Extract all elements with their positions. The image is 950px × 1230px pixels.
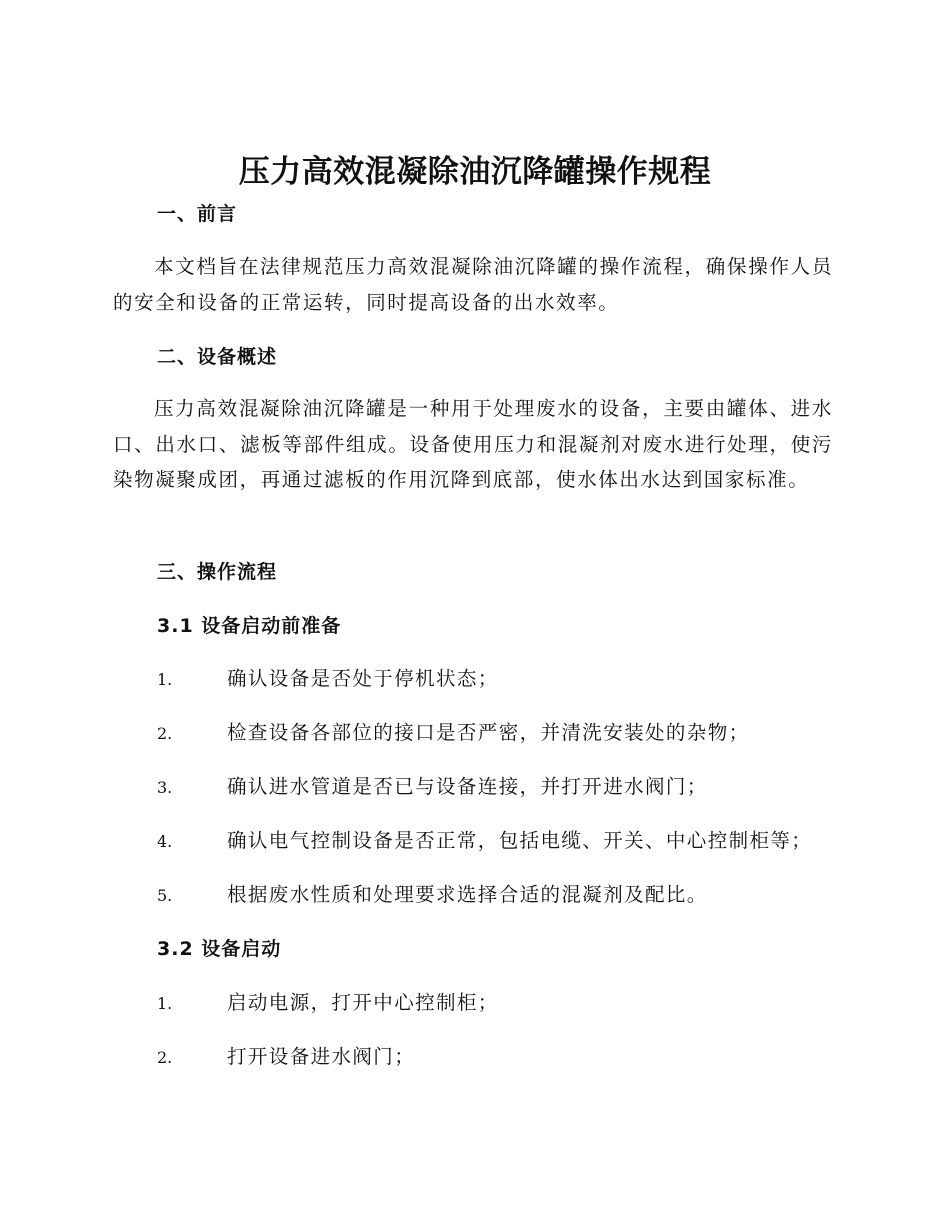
- section-heading-intro: 一、前言: [157, 203, 238, 225]
- list-item-number: 2.: [157, 724, 173, 743]
- list-item-number: 2.: [157, 1048, 173, 1067]
- list-item-number: 4.: [157, 832, 173, 851]
- list-item-text: 打开设备进水阀门；: [227, 1045, 416, 1068]
- overview-paragraph: 压力高效混凝除油沉降罐是一种用于处理废水的设备，主要由罐体、进水口、出水口、滤板等部件组成。设备使用压力和混凝剂对废水进行处理，使污染物凝聚成团，再通过滤板的作用沉降到底部，使水体出水达到国家标准。: [113, 397, 833, 492]
- list-item-text: 确认设备是否处于停机状态；: [227, 667, 499, 690]
- list-item-number: 1.: [157, 670, 173, 689]
- list-item-number: 5.: [157, 886, 173, 905]
- list-item-text: 根据废水性质和处理要求选择合适的混凝剂及配比。: [227, 883, 708, 906]
- list-item-number: 3.: [157, 778, 173, 797]
- section-heading-overview: 二、设备概述: [157, 346, 278, 368]
- list-item-text: 检查设备各部位的接口是否严密，并清洗安装处的杂物；: [227, 721, 750, 744]
- document-title: 压力高效混凝除油沉降罐操作规程: [238, 154, 712, 190]
- list-item-number: 1.: [157, 994, 173, 1013]
- list-item-text: 启动电源，打开中心控制柜；: [227, 991, 499, 1014]
- list-item-text: 确认进水管道是否已与设备连接，并打开进水阀门；: [227, 775, 708, 798]
- list-item-text: 确认电气控制设备是否正常，包括电缆、开关、中心控制柜等；: [227, 829, 813, 852]
- subsection-heading-3-2: 3.2 设备启动: [157, 938, 282, 960]
- section-heading-procedure: 三、操作流程: [157, 561, 278, 583]
- intro-paragraph: 本文档旨在法律规范压力高效混凝除油沉降罐的操作流程，确保操作人员的安全和设备的正常运转，同时提高设备的出水效率。: [113, 255, 833, 314]
- subsection-heading-3-1: 3.1 设备启动前准备: [157, 615, 342, 637]
